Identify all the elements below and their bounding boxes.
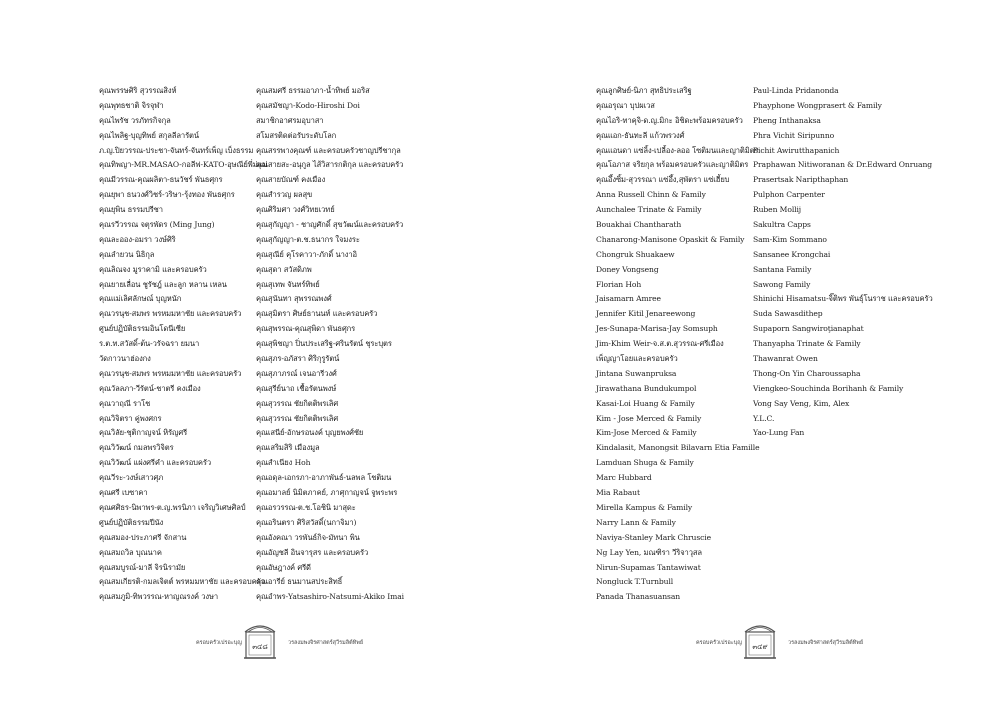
donor-name: คุณมีวรรณ-คุณผลิตา-ธนวัชร์ พันธศุกร bbox=[99, 175, 223, 185]
donor-name: คุณวิลัย-ชุติกาญจน์ หิรัญศรี bbox=[99, 428, 188, 438]
donor-name: Mirella Kampus & Family bbox=[596, 502, 693, 512]
donor-name: Sansanee Krongchai bbox=[753, 249, 831, 259]
donor-name: คุณไอริ-ทาคุจิ-ด.ญ.มิกะ อิชิดะพร้อมครอบครัว bbox=[596, 115, 743, 125]
donor-name: คุณสมเกียรติ-กมลเจิตต์ พรหมมหาชัย และครอบครัว bbox=[99, 577, 265, 587]
donor-name: Pulphon Carpenter bbox=[753, 190, 825, 200]
donor-name: คุณวิวัฒน์ แผ่งศรีคำ และครอบครัว bbox=[99, 458, 212, 468]
donor-name: Pichit Awirutthapanich bbox=[753, 145, 840, 155]
footer-left-label: ครอบครัวเปรอะบุญ bbox=[196, 640, 242, 646]
donor-name: คุณวรนุช-สมพร พรหมมหาชัย และครอบครัว bbox=[99, 368, 242, 378]
donor-name: Suda Sawasdithep bbox=[753, 309, 823, 319]
name-list-column-4 bbox=[753, 84, 933, 441]
donor-name: คุณอรุณา บุปผเวส bbox=[596, 100, 655, 110]
donor-name: Marc Hubbard bbox=[596, 473, 652, 483]
donor-name: คุณเสนีย์-อักษรอนงค์ บุญยพงศ์ชัย bbox=[256, 428, 364, 438]
donor-name: คุณสายสะ-อนุกูล ไส้วิสารกติกุล และครอบครัว bbox=[256, 160, 404, 170]
donor-name: คุณลิณจง มูราคามิ และครอบครัว bbox=[99, 264, 207, 274]
donor-name: คุณอมาลย์ นิมิตภาคย์, ภาศุกาญจน์ จูพระพร bbox=[256, 488, 398, 498]
temple-emblem-icon bbox=[742, 622, 778, 660]
footer-left-label: ครอบครัวเปรอะบุญ bbox=[696, 640, 742, 646]
donor-name: คุณลำยวน นิธิกุล bbox=[99, 249, 155, 259]
name-list-column-2 bbox=[256, 84, 404, 605]
donor-name: Y.L.C. bbox=[753, 413, 775, 423]
donor-name: Panada Thanasuansan bbox=[596, 592, 681, 602]
donor-name: คุณสุกัญญา - ชาญศักดิ์ สุขวัฒน์และครอบครัว bbox=[256, 220, 404, 230]
donor-name: คุณสุดา สวัสดิภพ bbox=[256, 264, 312, 274]
donor-name: Chongruk Shuakaew bbox=[596, 249, 675, 259]
donor-name: คุณวาฤณี ราโช bbox=[99, 398, 151, 408]
donor-name: คุณลูกศิษย์-นิภา สุทธิประเสริฐ bbox=[596, 86, 692, 95]
donor-name: คุณแม่เลิศลักษณ์ บุญหนัก bbox=[99, 294, 182, 304]
donor-name: Pheng Inthanaksa bbox=[753, 115, 821, 125]
donor-name: Sakultra Capps bbox=[753, 220, 811, 230]
donor-name: ร.ต.ท.สวัสดิ์-ต้น-วรัจฉรา ยมนา bbox=[99, 339, 200, 349]
donor-name: คุณพุทธชาติ จิรจุฬา bbox=[99, 100, 164, 110]
donor-name: Sam-Kim Sommano bbox=[753, 234, 827, 244]
donor-name: ภ.ญ.ปิยวรรณ-ประชา-จันทร์-จันทร์เพ็ญ เบ็งธรรม bbox=[99, 145, 254, 155]
donor-name: Narry Lann & Family bbox=[596, 517, 676, 527]
donor-name: คุณละออง-อมรา วงษ์ศิริ bbox=[99, 234, 176, 244]
donor-name: คุณสุพิชญา ปิ่นประเสริฐ-ศรินรัตน์ ชุระบุตร bbox=[256, 339, 392, 349]
donor-name: Kim - Jose Merced & Family bbox=[596, 413, 702, 423]
donor-name: Phayphone Wongprasert & Family bbox=[753, 100, 882, 110]
donor-name: คุณสมภูมิ-ทิพวรรณ-หาญณรงค์ วงษา bbox=[99, 592, 219, 602]
donor-name: คุณสมัชญา-Kodo-Hiroshi Doi bbox=[256, 100, 360, 110]
donor-name: Naviya-Stanley Mark Chruscie bbox=[596, 532, 712, 542]
footer-right-label: วรลงมพงจิรศาสตร์สุวีรมลิต์ทิพย์ bbox=[788, 640, 864, 646]
donor-name: คุณยายเลื่อน ชูรัชฎ์ และลูก หลาน เหลน bbox=[99, 279, 227, 289]
donor-name: สโมสรติดต่อรับระดับโลก bbox=[256, 130, 337, 140]
donor-name: ศูนย์ปฏิบัติธรรมอินโดนีเซีย bbox=[99, 324, 186, 334]
donor-name: คุณอรินตรา ศิริสวัสดิ์(นกาจิมา) bbox=[256, 517, 357, 527]
donor-name: Lamduan Shuga & Family bbox=[596, 458, 694, 468]
donor-name: คุณอำพร-Yatsashiro-Natsumi-Akiko Imai bbox=[256, 592, 404, 602]
donor-name: คุณไพรัช วรภัทรกิจกุล bbox=[99, 115, 171, 125]
donor-name: Florian Hoh bbox=[596, 279, 642, 289]
donor-name: คุณสมบูรณ์-มาลี จิรนิรามัย bbox=[99, 562, 186, 572]
donor-name: Ng Lay Yen, มณฑิรา วีริจาวุสล bbox=[596, 547, 702, 557]
donor-name: คุณอัษฎางค์ ศรีดี bbox=[256, 562, 311, 572]
donor-name: คุณวิจิตรา คู่พงศกร bbox=[99, 413, 162, 423]
donor-name: Shinichi Hisamatsu-จิ๊ติพร พันธุ์โนราช และครอบครัว bbox=[753, 294, 933, 304]
donor-name: คุณสมถวิล บุณนาค bbox=[99, 547, 162, 557]
donor-name: คุณวิวัฒน์ กมลพรวิจิตร bbox=[99, 443, 174, 453]
name-list-column-1 bbox=[99, 84, 267, 605]
donor-name: คุณสุพรรณ-คุณสุพิดา พันธศุกร bbox=[256, 324, 356, 334]
donor-name: Jennifer Kitil Jenareewong bbox=[596, 309, 696, 319]
donor-name: คุณวัลลภา-วีรัตน์-ชาตรี คงเมือง bbox=[99, 383, 201, 393]
donor-name: คุณสำรวญ ผลสุข bbox=[256, 190, 313, 200]
donor-name: Vong Say Veng, Kim, Alex bbox=[753, 398, 850, 408]
donor-name: คุณอารีย์ ธนมานสประสิทธิ์ bbox=[256, 577, 343, 587]
donor-name: ศูนย์ปฏิบัติธรรมปีนัง bbox=[99, 517, 164, 527]
donor-name: คุณสุณีย์ คุโรคาวา-ภักดิ์ นางาอิ bbox=[256, 249, 357, 259]
donor-name: Ruben Mollij bbox=[753, 205, 802, 215]
donor-name: Kindalasit, Manongsit Bilavarn Etia Famille bbox=[596, 443, 760, 453]
donor-name: Supaporn Sangwiroţianaphat bbox=[753, 324, 864, 334]
temple-emblem-icon bbox=[242, 622, 278, 660]
donor-name: Paul-Linda Pridanonda bbox=[753, 86, 839, 95]
donor-name: คุณสมศรี ธรรมอาภา-น้ำทิพย์ มอริส bbox=[256, 86, 370, 95]
donor-name: คุณวีระ-วงษ์เสาวศุภ bbox=[99, 473, 164, 483]
donor-name: คุณรวีวรรณ จตุรพัดร (Ming Jung) bbox=[99, 220, 215, 230]
donor-name: สมาชิกอาศรมอุบาสา bbox=[256, 115, 324, 125]
donor-name: Jim-Khim Weir-จ.ส.ต.สุวรรณ-ศรีเมือง bbox=[596, 339, 724, 349]
donor-name: คุณสุภาภรณ์ เจนอารีวงศ์ bbox=[256, 368, 337, 378]
donor-name: Viengkeo-Souchinda Borihanh & Family bbox=[753, 383, 904, 393]
donor-name: Jaisamarn Amree bbox=[596, 294, 661, 304]
donor-name: Bouakhai Chantharath bbox=[596, 220, 682, 230]
donor-name: วัดกาวนาฮ่องกง bbox=[99, 354, 151, 364]
donor-name: Aunchalee Trinate & Family bbox=[596, 205, 702, 215]
donor-name: Mia Rabaut bbox=[596, 488, 640, 498]
donor-name: Praphawan Nitiworanan & Dr.Edward Onruang bbox=[753, 160, 933, 170]
donor-name: คุณสุวรรณ ชัยกิตติพรเลิศ bbox=[256, 413, 339, 423]
donor-name: คุณแอนดา แซ่ลิ้ง-เปลี้อง-ลออ โซติมนและญาติมิตร bbox=[596, 145, 759, 155]
donor-name: คุณพรรษศิริ สุวรรณสิงห์ bbox=[99, 86, 177, 95]
donor-name: Chanarong-Manisone Opaskit & Family bbox=[596, 234, 745, 244]
donor-name: คุณอดุล-เอกรภา-อาภาพันธ์-นลพล โชติมน bbox=[256, 473, 392, 483]
donor-name: คุณเสริมสิริ เมืองมูล bbox=[256, 443, 320, 453]
donor-name: Phra Vichit Siripunno bbox=[753, 130, 835, 140]
donor-name: Santana Family bbox=[753, 264, 812, 274]
donor-name: Jintana Suwanpruksa bbox=[596, 368, 677, 378]
donor-name: คุณสุกัญญา-ต.ช.ธนากร ใจมงระ bbox=[256, 234, 360, 244]
donor-name: คุณศรี เบซาคา bbox=[99, 488, 148, 498]
donor-name: คุณสมอง-ประภาศรี จักสาน bbox=[99, 532, 187, 542]
donor-name: คุณสุรีย์นาถ เชื้อรัตนพงษ์ bbox=[256, 383, 337, 393]
donor-name: คุณยุพา ธนวงศ์วิชร์-วริษา-รุ้งทอง พันธศุกร bbox=[99, 190, 235, 200]
donor-name: Thong-On Yin Charoussapha bbox=[753, 368, 861, 378]
donor-name: Thawanrat Owen bbox=[753, 354, 818, 364]
donor-name: Nongluck T.Turnbull bbox=[596, 577, 674, 587]
donor-name: คุณอึ้งซิ้ม-สุวรรณา แซ่อึ้ง,สุพัตรา แซ่เฮี้ยบ bbox=[596, 175, 730, 185]
name-list-column-3 bbox=[596, 84, 760, 605]
donor-name: คุณอังคณา วรพันธ์กิจ-มัทนา พิน bbox=[256, 532, 360, 542]
donor-name: คุณสุเทพ จันทร์ทิพย์ bbox=[256, 279, 320, 289]
donor-name: คุณสรรพางคุณฑ์ และครอบครัวชาญปรีชากุล bbox=[256, 145, 401, 155]
donor-name: คุณสำเนียง Hoh bbox=[256, 458, 311, 468]
donor-name: Kasai-Loi Huang & Family bbox=[596, 398, 695, 408]
donor-name: คุณไพลิฐ-บุญทิพย์ สกุลลีลารัตน์ bbox=[99, 130, 199, 140]
donor-name: Thanyapha Trinate & Family bbox=[753, 339, 861, 349]
donor-name: Kim-Jose Merced & Family bbox=[596, 428, 697, 438]
donor-name: คุณโอภาส จริยกุล พร้อมครอบครัวและญาติมิตร bbox=[596, 160, 749, 170]
donor-name: เพ็ญญาโอยและครอบครัว bbox=[596, 354, 678, 364]
donor-name: คุณแอก-ธันทะลี แก้วพรวงศ์ bbox=[596, 130, 685, 140]
donor-name: Doney Vongseng bbox=[596, 264, 659, 274]
donor-name: คุณยุพิน ธรรมปรีชา bbox=[99, 205, 163, 215]
donor-name: Nirun-Supamas Tantawiwat bbox=[596, 562, 701, 572]
right-page bbox=[500, 0, 1000, 707]
donor-name: คุณสุนันทา สุพรรณพงศ์ bbox=[256, 294, 332, 304]
donor-name: คุณวรนุช-สมพร พรหมมหาชัย และครอบครัว bbox=[99, 309, 242, 319]
donor-name: คุณสุภร-อภัสรา ศิริกุรูรัตน์ bbox=[256, 354, 340, 364]
donor-name: Prasertsak Naripthaphan bbox=[753, 175, 849, 185]
donor-name: Jes-Sunapa-Marisa-Jay Somsuph bbox=[596, 324, 718, 334]
donor-name: Anna Russell Chinn & Family bbox=[596, 190, 706, 200]
donor-name: คุณสายบัณฑ์ คงเมือง bbox=[256, 175, 326, 185]
donor-name: Sawong Family bbox=[753, 279, 811, 289]
footer-right-label: วรลงมพงจิรศาสตร์สุวีรมลิต์ทิพย์ bbox=[288, 640, 364, 646]
donor-name: Jirawathana Bundukumpol bbox=[596, 383, 697, 393]
donor-name: คุณศศิธร-นิพาพร-ต.ญ.พรนิภา เจริญวิเศษศิลป์ bbox=[99, 502, 246, 512]
donor-name: คุณอัญชลี อินจารุสร และครอบครัว bbox=[256, 547, 369, 557]
page-number: ๓๔๘ bbox=[252, 643, 268, 651]
donor-name: คุณสุมิตรา ศิษย์ธานนท์ และครอบครัว bbox=[256, 309, 378, 319]
donor-name: คุณทิพญา-MR.MASAO-กอลีฟ-KATO-อุษณีย์พี่ม่แม่ bbox=[99, 160, 268, 170]
donor-name: Yao-Lung Fan bbox=[753, 428, 805, 438]
donor-name: คุณสุวรรณ ชัยกิตติพรเลิศ bbox=[256, 398, 339, 408]
donor-name: คุณอรวรรณ-ต.ช.โอชินิ มาสุดะ bbox=[256, 502, 356, 512]
page-number: ๓๔๙ bbox=[752, 643, 768, 651]
donor-name: คุณศิริมศา วงศ์วิทยเวทย์ bbox=[256, 205, 335, 215]
